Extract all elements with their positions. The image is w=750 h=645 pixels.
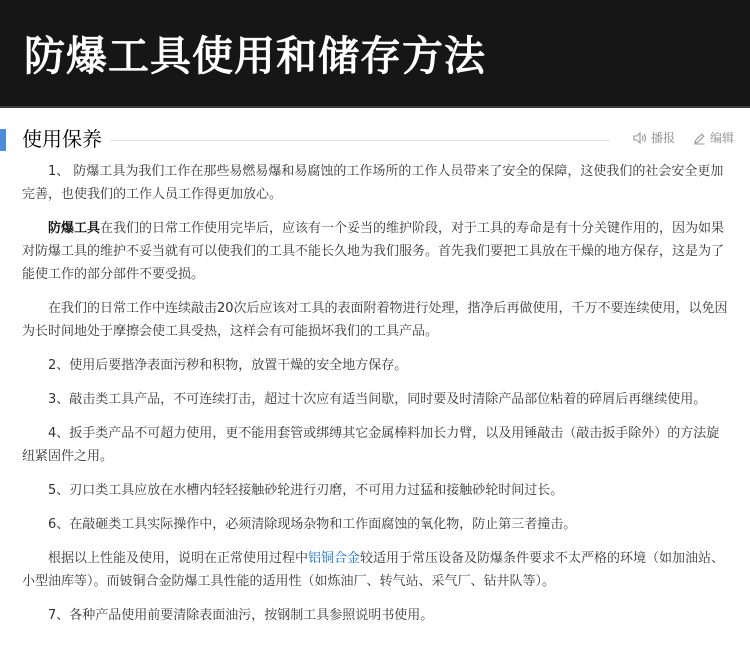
broadcast-label: 播报 xyxy=(650,131,675,145)
section-accent-bar xyxy=(0,129,6,151)
alloy-link[interactable]: 铝铜合金 xyxy=(308,551,361,566)
paragraph: 2、使用后要揩净表面污秽和积物，放置干燥的安全地方保存。 xyxy=(48,358,408,373)
article-body xyxy=(0,160,750,627)
paragraph: 7、各种产品使用前要清除表面油污，按钢制工具参照说明书使用。 xyxy=(48,608,434,623)
keyword-bold: 防爆工具 xyxy=(48,221,101,236)
page-title: 防爆工具使用和储存方法 xyxy=(24,32,486,80)
speaker-icon xyxy=(633,132,647,144)
paragraph: 6、在敲砸类工具实际操作中，必须清除现场杂物和工作面腐蚀的氧化物，防止第三者撞击。 xyxy=(48,517,577,532)
paragraph-text: 在我们的日常工作使用完毕后，应该有一个妥当的维护阶段，对于工具的寿命是有十分关键作用的，因为如果对防爆工具的维护不妥当就有可以使我们的工具不能长久地为我们服务。首先我们要把工具放在干燥的地方保存，这是为了能使工作的部分部件不要受损。 xyxy=(22,221,725,282)
pencil-icon xyxy=(693,132,706,145)
paragraph xyxy=(22,217,729,286)
broadcast-button[interactable] xyxy=(633,129,675,147)
paragraph: 4、扳手类产品不可超力使用，更不能用套管或绑缚其它金属棒料加长力臂，以及用锤敲击（敲击扳手除外）的方法旋纽紧固件之用。 xyxy=(22,426,720,464)
paragraph-text: 较适用于常压设备及防爆条件要求不太严格的环境（如加油站、小型油库等）。而铍铜合金防爆工具性能的适用性（如炼油厂、转气站、采气厂、钻井队等）。 xyxy=(22,551,725,589)
paragraph xyxy=(22,547,729,593)
paragraph-text: 根据以上性能及使用，说明在正常使用过程中 xyxy=(48,551,309,566)
paragraph: 5、刃口类工具应放在水槽内轻轻接触砂轮进行刃磨，不可用力过猛和接触砂轮时间过长。 xyxy=(48,483,564,498)
section-tools xyxy=(633,129,734,147)
paragraph: 在我们的日常工作中连续敲击20次后应该对工具的表面附着物进行处理，揩净后再做使用，千万不要连续使用，以免因为长时间地处于摩擦会使工具受热，这样会有可能损坏我们的工具产品。 xyxy=(22,301,728,339)
paragraph: 1、 防爆工具为我们工作在那些易燃易爆和易腐蚀的工作场所的工作人员带来了安全的保障，这使我们的社会安全更加完善，也使我们的工作人员工作得更加放心。 xyxy=(22,164,724,202)
paragraph: 3、敲击类工具产品，不可连续打击，超过十次应有适当间歇，同时要及时清除产品部位粘着的碎屑后再继续使用。 xyxy=(48,392,707,407)
section-title: 使用保养 xyxy=(22,127,102,151)
edit-label: 编辑 xyxy=(709,131,734,145)
section-divider xyxy=(110,140,610,141)
edit-button[interactable] xyxy=(693,129,734,147)
page-banner xyxy=(0,0,750,108)
section-header xyxy=(0,120,750,160)
